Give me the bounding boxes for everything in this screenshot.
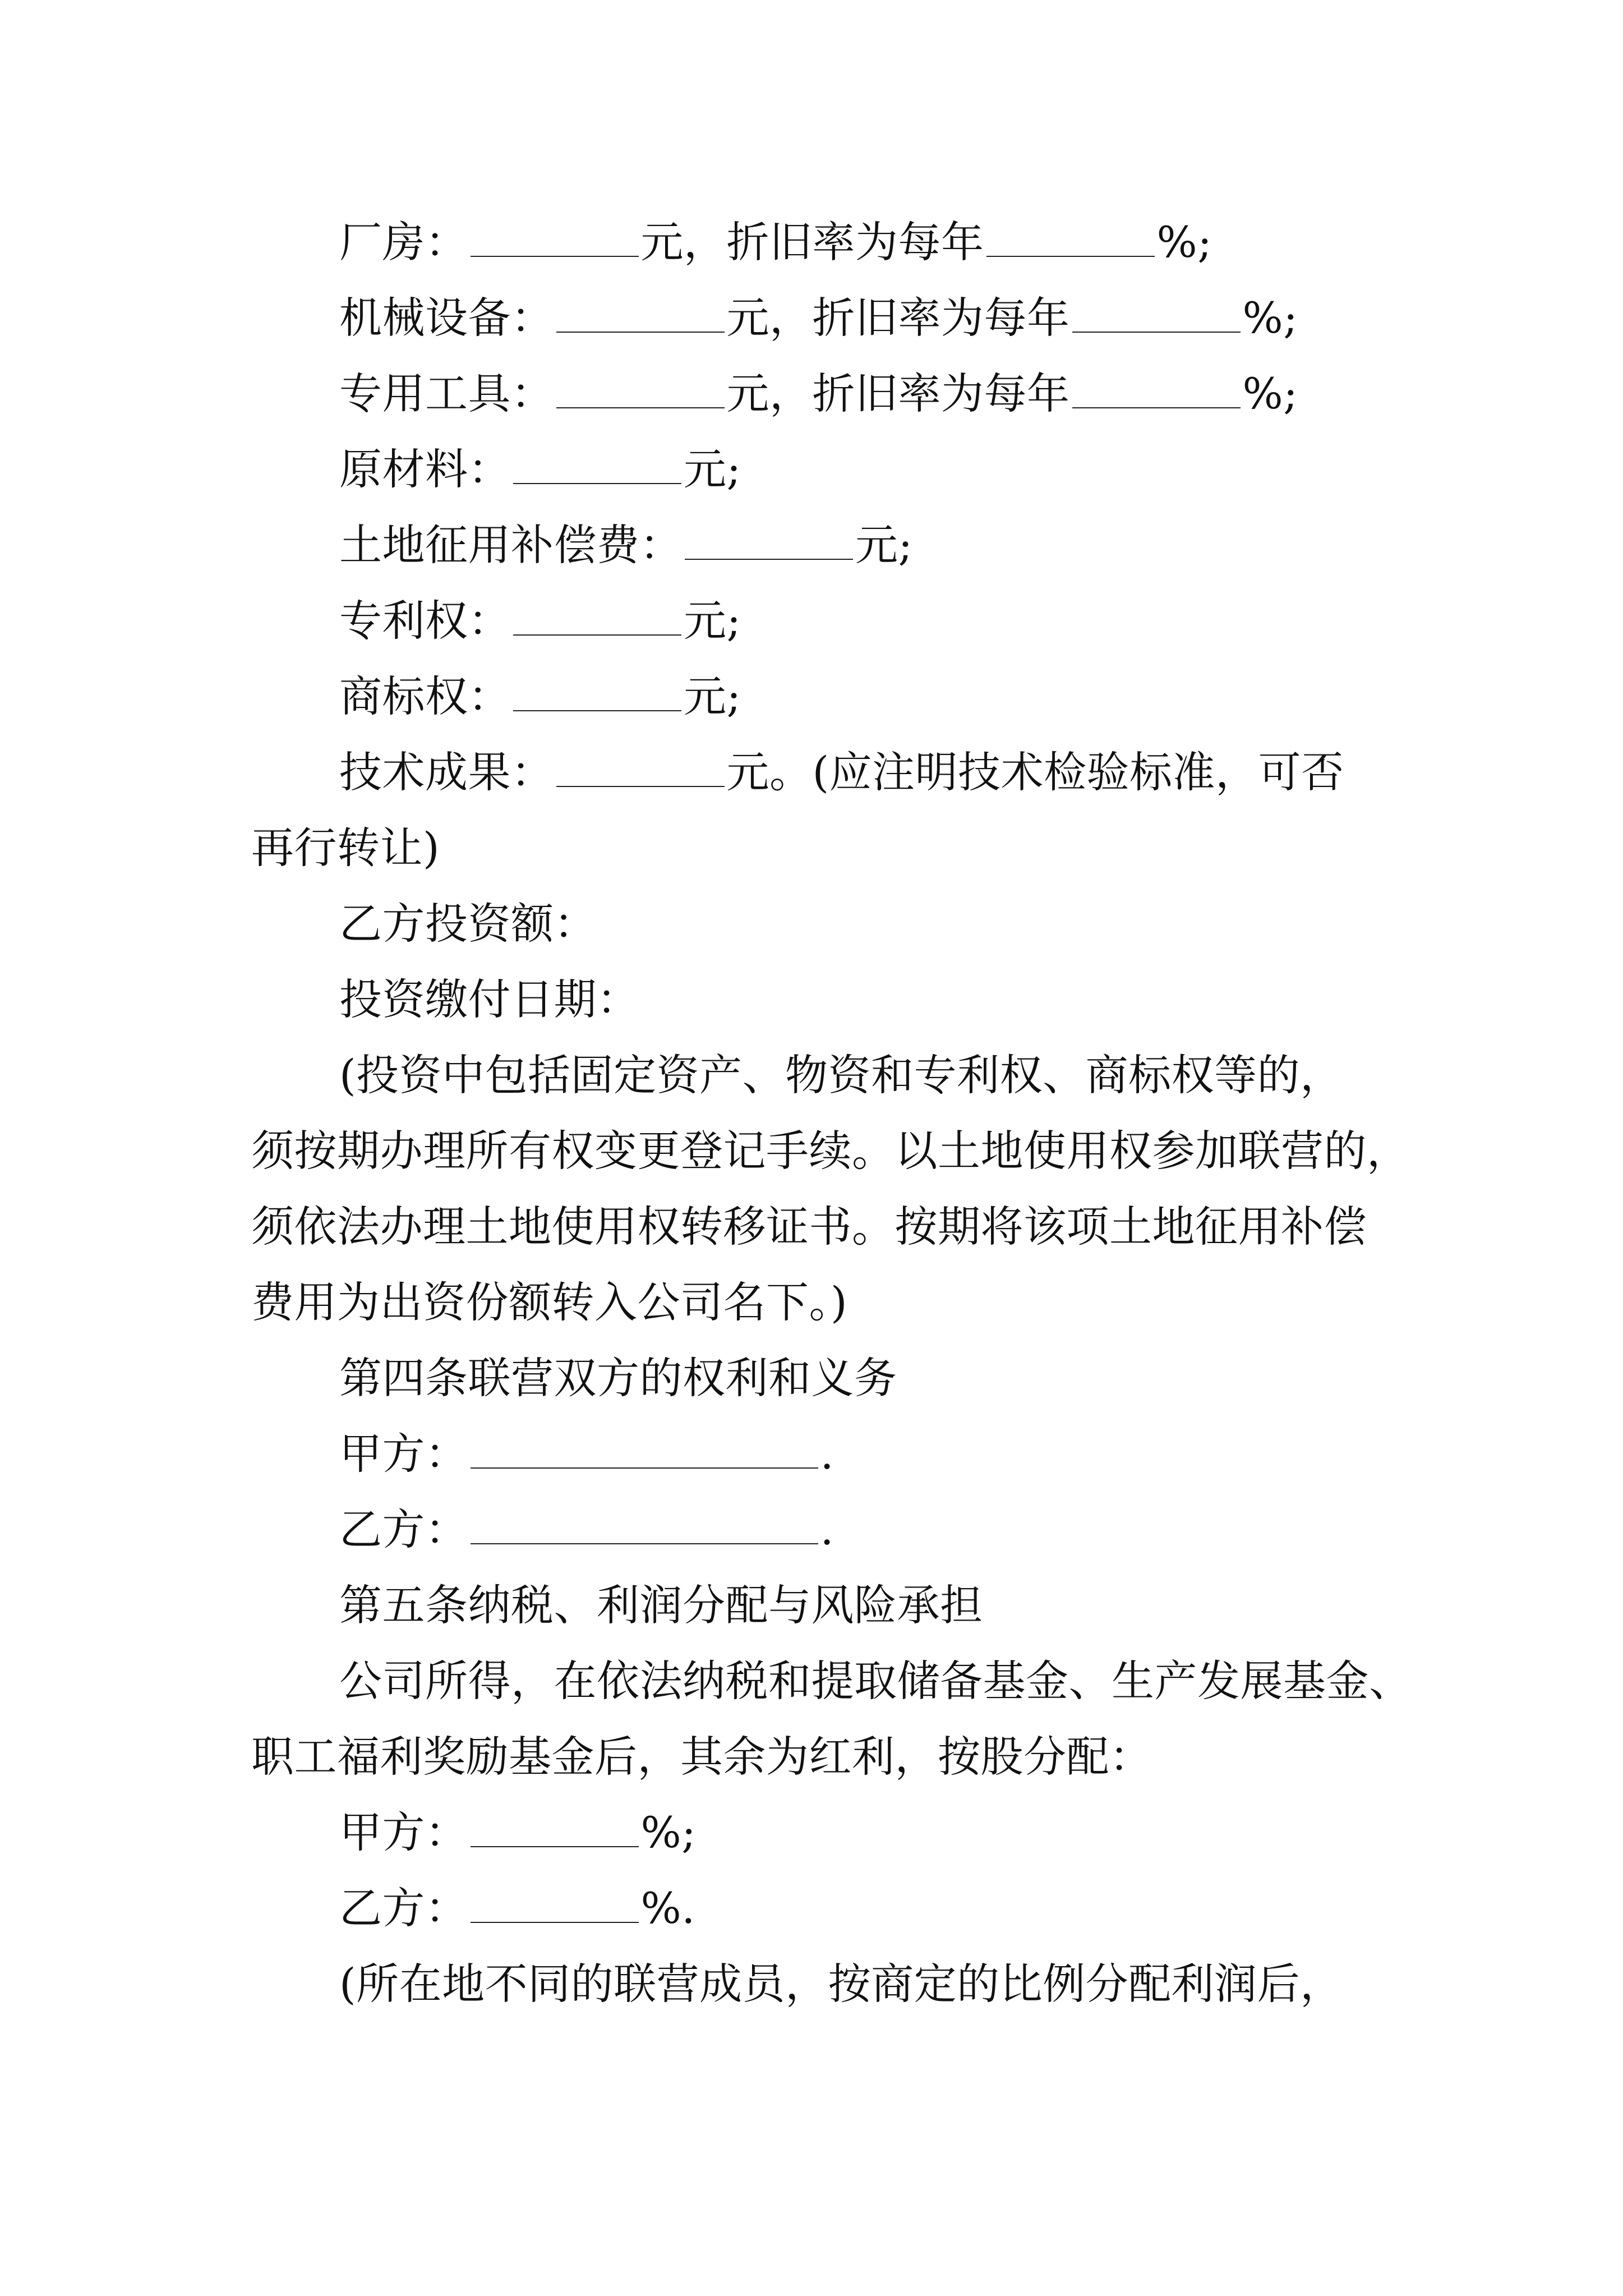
paragraph-investment-note-1: (投资中包括固定资产、物资和专利权、商标权等的， xyxy=(339,1050,1343,1100)
blank-tools-rate[interactable] xyxy=(1072,366,1241,408)
line-party-b-share: 乙方： %. xyxy=(339,1880,1483,1936)
blank-trademark[interactable] xyxy=(513,669,681,711)
blank-party-a-share[interactable] xyxy=(471,1805,639,1847)
line-payment-date: 投资缴付日期： xyxy=(339,974,640,1024)
blank-machinery-rate[interactable] xyxy=(1072,290,1241,333)
line-factory: 厂房： 元，折旧率为每年 %; xyxy=(339,214,1483,270)
blank-party-b-share[interactable] xyxy=(471,1880,639,1923)
line-party-a-rights: 甲方： . xyxy=(339,1426,1483,1482)
paragraph-investment-note-2: 须按期办理所有权变更登记手续。以土地使用权参加联营的， xyxy=(251,1126,1410,1176)
blank-factory-amount[interactable] xyxy=(471,214,639,257)
paragraph-profit-1: 公司所得，在依法纳税和提取储备基金、生产发展基金、 xyxy=(339,1656,1412,1706)
line-tech-results: 技术成果： 元。(应注明技术检验标准，可否 xyxy=(339,744,1483,800)
blank-machinery-amount[interactable] xyxy=(556,290,725,333)
paragraph-different-locations: (所在地不同的联营成员，按商定的比例分配利润后， xyxy=(339,1959,1343,2009)
line-raw-materials: 原材料： 元; xyxy=(339,441,1483,498)
paragraph-profit-2: 职工福利奖励基金后，其余为红利，按股分配： xyxy=(251,1732,1152,1782)
paragraph-investment-note-3: 须依法办理土地使用权转移证书。按期将该项土地征用补偿 xyxy=(251,1202,1367,1251)
line-party-b-rights: 乙方： . xyxy=(339,1502,1483,1558)
line-party-a-share: 甲方： %; xyxy=(339,1805,1483,1861)
line-party-b-investment: 乙方投资额： xyxy=(339,899,597,949)
line-transfer: 再行转让) xyxy=(251,823,440,873)
blank-patent[interactable] xyxy=(513,593,681,636)
blank-tech-results[interactable] xyxy=(556,744,725,787)
blank-tools-amount[interactable] xyxy=(556,366,725,408)
blank-land-compensation[interactable] xyxy=(685,517,853,560)
paragraph-investment-note-4: 费用为出资份额转入公司名下。) xyxy=(251,1277,848,1327)
blank-raw-materials[interactable] xyxy=(513,441,681,484)
line-tools: 专用工具： 元，折旧率为每年 %; xyxy=(339,366,1483,422)
article-5-heading: 第五条纳税、利润分配与风险承担 xyxy=(339,1580,983,1630)
blank-factory-rate[interactable] xyxy=(986,214,1155,257)
line-machinery: 机械设备： 元，折旧率为每年 %; xyxy=(339,290,1483,346)
blank-party-a-rights[interactable] xyxy=(471,1426,818,1469)
line-land-compensation: 土地征用补偿费： 元; xyxy=(339,517,1483,573)
blank-party-b-rights[interactable] xyxy=(471,1502,818,1544)
line-trademark: 商标权： 元; xyxy=(339,669,1483,725)
line-patent: 专利权： 元; xyxy=(339,593,1483,649)
article-4-heading: 第四条联营双方的权利和义务 xyxy=(339,1353,897,1403)
